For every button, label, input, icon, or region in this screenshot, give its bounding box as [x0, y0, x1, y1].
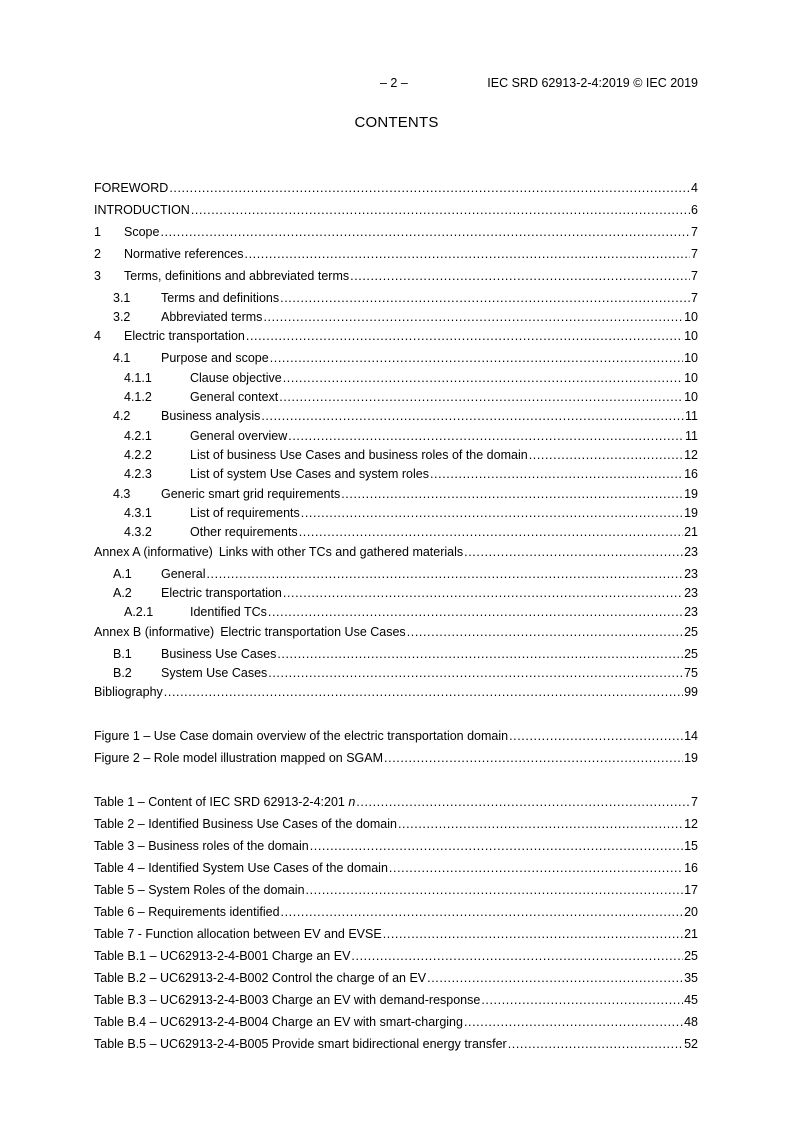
toc-entry-page: 10: [684, 329, 698, 343]
toc-entry-general-overview[interactable]: [94, 429, 698, 445]
table-entry-text: Table B.3 – UC62913-2-4-B003 Charge an EV with demand-response: [94, 993, 481, 1007]
toc-entry-text: List of requirements: [190, 506, 300, 520]
leader-dots: [281, 905, 684, 919]
leader-dots: [169, 181, 690, 195]
toc-entry-terms[interactable]: [94, 269, 698, 285]
toc-entry-bibliography[interactable]: [94, 685, 698, 701]
table-entry-page: 48: [684, 1015, 698, 1029]
toc-entry-page: 12: [684, 448, 698, 462]
toc-entry-number: 4: [94, 329, 101, 343]
toc-entry-page: 16: [684, 467, 698, 481]
leader-dots: [283, 586, 683, 600]
toc-entry-number: 4.3: [113, 487, 131, 501]
toc-entry-text: Business Use Cases: [161, 647, 277, 661]
table-entry-page: 7: [691, 795, 698, 809]
toc-entry-number: 4.3.1: [124, 506, 152, 520]
table-entry-page: 35: [684, 971, 698, 985]
toc-entry-text: Terms, definitions and abbreviated terms: [124, 269, 350, 283]
toc-entry-page: 10: [684, 351, 698, 365]
toc-entry-business-use-cases-list[interactable]: [94, 448, 698, 464]
table-entry-5[interactable]: [94, 883, 698, 899]
toc-entry-text: Clause objective: [190, 371, 282, 385]
toc-entry-system-use-cases-list[interactable]: [94, 467, 698, 483]
table-entry-text: Table 5 – System Roles of the domain: [94, 883, 305, 897]
leader-dots: [508, 1037, 683, 1051]
table-entry-3[interactable]: [94, 839, 698, 855]
toc-entry-purpose-and-scope[interactable]: [94, 351, 698, 367]
toc-entry-text: FOREWORD: [94, 181, 169, 195]
toc-entry-other-requirements[interactable]: [94, 525, 698, 541]
toc-entry-number: 1: [94, 225, 101, 239]
toc-entry-electric-transportation[interactable]: [94, 329, 698, 345]
table-entry-text: Table 7 - Function allocation between EV and EVSE: [94, 927, 382, 941]
toc-entry-system-use-cases[interactable]: [94, 666, 698, 682]
figure-entry-2[interactable]: [94, 751, 698, 767]
leader-dots: [384, 751, 683, 765]
toc-entry-text: General: [161, 567, 206, 581]
toc-entry-page: 4: [691, 181, 698, 195]
toc-entry-number: B.1: [113, 647, 132, 661]
toc-entry-number: 4.2: [113, 409, 131, 423]
leader-dots: [356, 795, 690, 809]
table-entry-title: Table 1 – Content of IEC SRD 62913-2-4:201: [94, 795, 345, 809]
figure-entry-page: 19: [684, 751, 698, 765]
leader-dots: [430, 467, 683, 481]
table-entry-text: Table 3 – Business roles of the domain: [94, 839, 309, 853]
toc-entry-business-analysis[interactable]: [94, 409, 698, 425]
leader-dots: [283, 371, 683, 385]
table-entry-text: Table B.5 – UC62913-2-4-B005 Provide smart bidirectional energy transfer: [94, 1037, 507, 1051]
table-entry-page: 45: [684, 993, 698, 1007]
table-entry-page: 25: [684, 949, 698, 963]
table-entry-7[interactable]: [94, 927, 698, 943]
leader-dots: [288, 429, 684, 443]
leader-dots: [383, 927, 683, 941]
leader-dots: [246, 329, 683, 343]
table-entry-text: Table 2 – Identified Business Use Cases of the domain: [94, 817, 397, 831]
leader-dots: [350, 269, 690, 283]
leader-dots: [191, 203, 690, 217]
toc-entry-page: 7: [691, 291, 698, 305]
toc-entry-page: 10: [684, 390, 698, 404]
table-entry-2[interactable]: [94, 817, 698, 833]
toc-entry-number: 4.2.2: [124, 448, 152, 462]
table-entry-page: 15: [684, 839, 698, 853]
toc-entry-annex-b[interactable]: [94, 625, 698, 641]
toc-entry-number: A.2: [113, 586, 132, 600]
toc-entry-normative-references[interactable]: [94, 247, 698, 263]
toc-entry-number: 3: [94, 269, 101, 283]
toc-entry-page: 7: [691, 225, 698, 239]
leader-dots: [268, 605, 683, 619]
page-title: CONTENTS: [354, 114, 439, 131]
toc-entry-text: General context: [190, 390, 279, 404]
leader-dots: [427, 971, 683, 985]
toc-entry-annex-a[interactable]: [94, 545, 698, 561]
toc-entry-page: 7: [691, 269, 698, 283]
annex-label: Annex A (informative): [94, 545, 213, 559]
leader-dots: [464, 545, 683, 559]
toc-entry-page: 10: [684, 371, 698, 385]
table-entry-page: 21: [684, 927, 698, 941]
toc-entry-abbreviated-terms[interactable]: [94, 310, 698, 326]
toc-entry-page: 23: [684, 586, 698, 600]
toc-entry-number: 4.3.2: [124, 525, 152, 539]
table-entry-4[interactable]: [94, 861, 698, 877]
leader-dots: [206, 567, 683, 581]
toc-entry-page: 75: [684, 666, 698, 680]
table-entry-page: 12: [684, 817, 698, 831]
toc-entry-business-use-cases[interactable]: [94, 647, 698, 663]
toc-entry-number: 4.2.1: [124, 429, 152, 443]
toc-entry-text: Generic smart grid requirements: [161, 487, 341, 501]
table-entry-text: Table B.4 – UC62913-2-4-B004 Charge an EV with smart-charging: [94, 1015, 463, 1029]
leader-dots: [464, 1015, 683, 1029]
toc-entry-number: 3.1: [113, 291, 131, 305]
toc-entry-page: 99: [684, 685, 698, 699]
toc-entry-introduction[interactable]: [94, 203, 698, 219]
toc-entry-number: A.2.1: [124, 605, 154, 619]
table-entry-b5[interactable]: [94, 1037, 698, 1053]
table-entry-text: Table 6 – Requirements identified: [94, 905, 280, 919]
toc-entry-foreword[interactable]: [94, 181, 698, 197]
leader-dots: [301, 506, 683, 520]
page-number: – 2 –: [380, 76, 408, 90]
toc-entry-text: System Use Cases: [161, 666, 268, 680]
toc-entry-terms-and-definitions[interactable]: [94, 291, 698, 307]
figure-entry-text: Figure 1 – Use Case domain overview of the electric transportation domain: [94, 729, 509, 743]
toc-entry-general-context[interactable]: [94, 390, 698, 406]
toc-entry-list-of-requirements[interactable]: [94, 506, 698, 522]
toc-entry-text: [94, 625, 406, 639]
table-entry-b2[interactable]: [94, 971, 698, 987]
leader-dots: [268, 666, 683, 680]
toc-entry-annex-a-general[interactable]: [94, 567, 698, 583]
leader-dots: [245, 247, 691, 261]
toc-entry-text: List of business Use Cases and business roles of the domain: [190, 448, 528, 462]
toc-entry-page: 10: [684, 310, 698, 324]
annex-label: Annex B (informative): [94, 625, 215, 639]
toc-entry-number: 4.1: [113, 351, 131, 365]
toc-entry-page: 23: [684, 605, 698, 619]
leader-dots: [263, 310, 683, 324]
document-id: IEC SRD 62913-2-4:2019 © IEC 2019: [487, 76, 698, 90]
toc-entry-number: 4.1.1: [124, 371, 152, 385]
toc-entry-text: Business analysis: [161, 409, 261, 423]
figure-entry-1[interactable]: [94, 729, 698, 745]
table-entry-page: 20: [684, 905, 698, 919]
toc-entry-number: A.1: [113, 567, 132, 581]
toc-entry-number: 2: [94, 247, 101, 261]
leader-dots: [280, 291, 690, 305]
toc-entry-smart-grid-requirements[interactable]: [94, 487, 698, 503]
toc-entry-page: 23: [684, 545, 698, 559]
toc-entry-text: Abbreviated terms: [161, 310, 263, 324]
figure-entry-page: 14: [684, 729, 698, 743]
table-entry-b3[interactable]: [94, 993, 698, 1009]
table-entry-text: [94, 795, 355, 809]
leader-dots: [299, 525, 683, 539]
table-entry-text: Table B.2 – UC62913-2-4-B002 Control the charge of an EV: [94, 971, 427, 985]
toc-entry-text: List of system Use Cases and system roles: [190, 467, 429, 481]
leader-dots: [261, 409, 684, 423]
toc-entry-page: 21: [684, 525, 698, 539]
table-entry-page: 17: [684, 883, 698, 897]
leader-dots: [160, 225, 690, 239]
leader-dots: [389, 861, 683, 875]
leader-dots: [279, 390, 683, 404]
annex-title: Links with other TCs and gathered materials: [218, 545, 464, 559]
toc-entry-page: 19: [684, 506, 698, 520]
table-entry-page: 52: [684, 1037, 698, 1051]
table-entry-italic: n: [348, 795, 356, 809]
toc-entry-clause-objective[interactable]: [94, 371, 698, 387]
toc-entry-text: Bibliography: [94, 685, 163, 699]
toc-entry-page: 25: [684, 625, 698, 639]
toc-entry-text: Electric transportation: [124, 329, 245, 343]
toc-entry-number: 4.1.2: [124, 390, 152, 404]
table-entry-1[interactable]: [94, 795, 698, 811]
toc-entry-page: 6: [691, 203, 698, 217]
toc-entry-page: 25: [684, 647, 698, 661]
table-entry-6[interactable]: [94, 905, 698, 921]
table-entry-b1[interactable]: [94, 949, 698, 965]
toc-entry-identified-tcs[interactable]: [94, 605, 698, 621]
toc-entry-number: B.2: [113, 666, 132, 680]
leader-dots: [407, 625, 683, 639]
table-entry-b4[interactable]: [94, 1015, 698, 1031]
table-entry-page: 16: [684, 861, 698, 875]
toc-entry-text: Identified TCs: [190, 605, 267, 619]
toc-entry-number: 4.2.3: [124, 467, 152, 481]
toc-entry-page: 19: [684, 487, 698, 501]
leader-dots: [351, 949, 683, 963]
page-header: [0, 76, 793, 92]
leader-dots: [270, 351, 683, 365]
leader-dots: [509, 729, 683, 743]
toc-entry-text: Purpose and scope: [161, 351, 269, 365]
toc-entry-page: 23: [684, 567, 698, 581]
table-entry-text: Table B.1 – UC62913-2-4-B001 Charge an EV: [94, 949, 351, 963]
toc-entry-text: Normative references: [124, 247, 244, 261]
toc-entry-page: 11: [685, 409, 698, 423]
toc-entry-annex-a-electric-transportation[interactable]: [94, 586, 698, 602]
toc-entry-page: 11: [685, 429, 698, 443]
toc-entry-text: Terms and definitions: [161, 291, 280, 305]
toc-entry-page: 7: [691, 247, 698, 261]
toc-entry-text: General overview: [190, 429, 288, 443]
toc-entry-number: 3.2: [113, 310, 131, 324]
toc-entry-text: INTRODUCTION: [94, 203, 190, 217]
leader-dots: [306, 883, 684, 897]
leader-dots: [164, 685, 683, 699]
figure-entry-text: Figure 2 – Role model illustration mapped on SGAM: [94, 751, 384, 765]
annex-title: Electric transportation Use Cases: [220, 625, 406, 639]
leader-dots: [310, 839, 683, 853]
toc-entry-text: Scope: [124, 225, 160, 239]
toc-entry-scope[interactable]: [94, 225, 698, 241]
table-entry-text: Table 4 – Identified System Use Cases of the domain: [94, 861, 388, 875]
leader-dots: [277, 647, 683, 661]
toc-entry-text: Electric transportation: [161, 586, 282, 600]
toc-entry-text: [94, 545, 463, 559]
leader-dots: [481, 993, 683, 1007]
toc-entry-text: Other requirements: [190, 525, 298, 539]
leader-dots: [341, 487, 683, 501]
leader-dots: [398, 817, 683, 831]
leader-dots: [529, 448, 683, 462]
